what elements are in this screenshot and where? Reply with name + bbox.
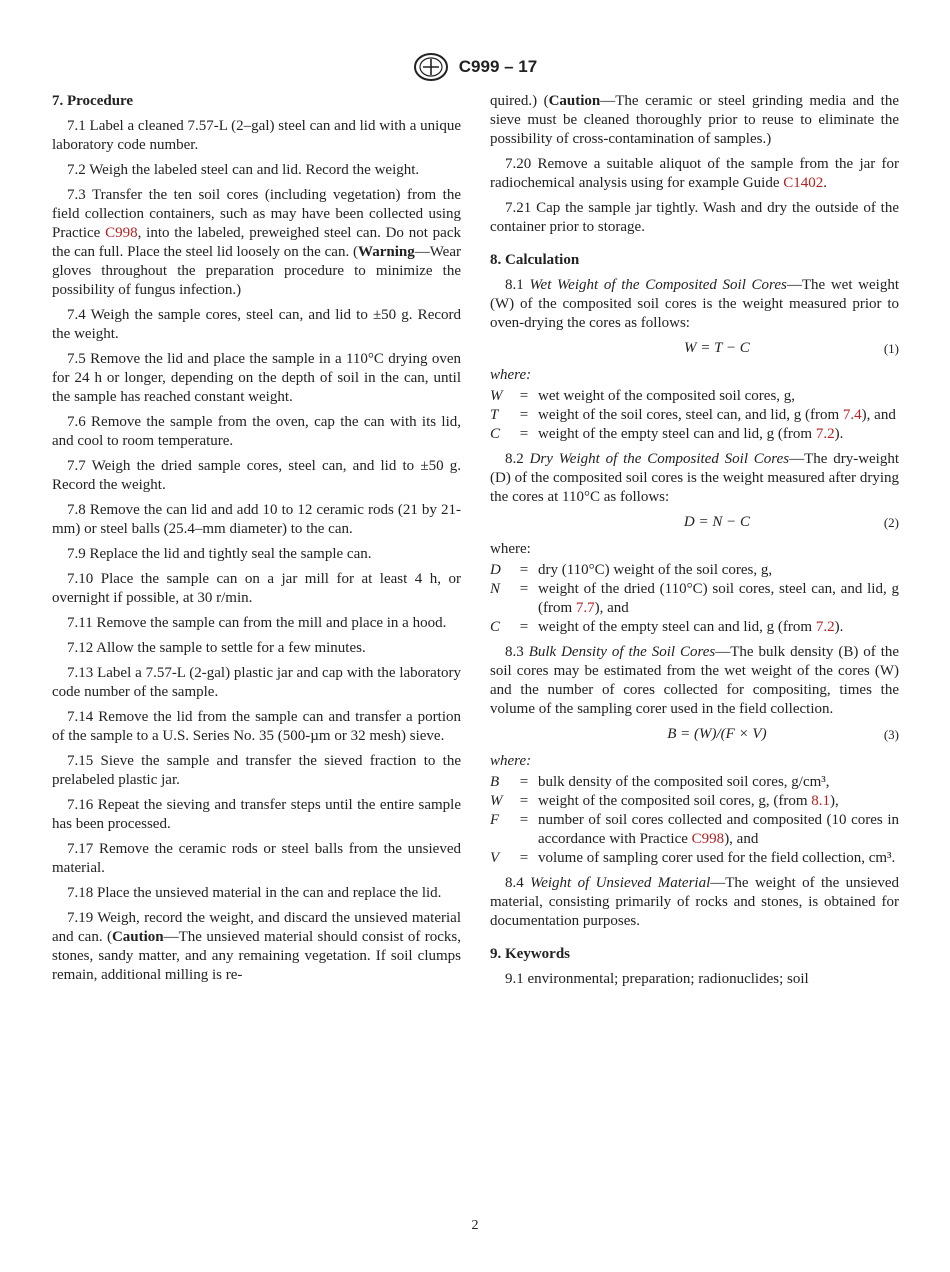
para-7-4: 7.4 Weigh the sample cores, steel can, and lid to ±50 g. Record the weight. (52, 307, 461, 342)
section-7-heading: 7. Procedure (52, 93, 134, 109)
para-7-20: 7.20 Remove a suitable aliquot of the sample from the jar for radiochemical analysis using for example Guide C1402. (490, 156, 899, 191)
para-7-15: 7.15 Sieve the sample and transfer the sieved fraction to the prelabeled plastic jar. (52, 753, 461, 788)
definition-row: B = bulk density of the composited soil cores, g/cm³, (490, 774, 830, 790)
para-7-6: 7.6 Remove the sample from the oven, cap the can with its lid, and cool to room temperature. (52, 414, 461, 449)
definition-row: F = number of soil cores collected and composited (10 cores in accordance with Practice C998), and (490, 812, 899, 847)
ref-7-2-link[interactable]: 7.2 (815, 426, 835, 442)
definition-row: W = weight of the composited soil cores, g, (from 8.1), (490, 793, 839, 809)
where-label: where: (490, 541, 531, 557)
warning-label: Warning (358, 244, 415, 260)
definition-row: T = weight of the soil cores, steel can, and lid, g (from 7.4), and (490, 407, 896, 423)
para-7-19: 7.19 Weigh, record the weight, and discard the unsieved material and can. (Caution—The unsieved material should consist of rocks, stones, sandy matter, and any remaining vegetation. If soil clumps remain, additional milling is re- (52, 910, 462, 983)
section-9-heading: 9. Keywords (490, 946, 570, 962)
para-7-14: 7.14 Remove the lid from the sample can and transfer a portion of the sample to a U.S. Series No. 35 (500-µm or 32 mesh) sieve. (52, 709, 461, 744)
definition-row: N = weight of the dried (110°C) soil cores, steel can, and lid, g (from 7.7), and (490, 581, 899, 616)
para-8-1: 8.1 Wet Weight of the Composited Soil Cores—The wet weight (W) of the composited soil cores is the weight measured prior to oven-drying the cores as follows: (490, 277, 900, 331)
para-7-16: 7.16 Repeat the sieving and transfer steps until the entire sample has been processed. (52, 797, 461, 832)
para-7-12: 7.12 Allow the sample to settle for a few minutes. (67, 640, 366, 656)
definition-row: C = weight of the empty steel can and lid, g (from 7.2). (490, 619, 844, 635)
page-number: 2 (471, 1218, 479, 1233)
where-label: where: (490, 367, 532, 383)
equation-2: D = N − C (2) (683, 514, 899, 530)
ref-7-7-link[interactable]: 7.7 (575, 600, 595, 616)
para-7-11: 7.11 Remove the sample can from the mill and place in a hood. (67, 615, 447, 631)
para-7-18: 7.18 Place the unsieved material in the can and replace the lid. (67, 885, 442, 901)
page-header (0, 52, 950, 82)
right-column (490, 92, 899, 995)
standard-designation: C999 – 17 (458, 57, 538, 76)
para-7-17: 7.17 Remove the ceramic rods or steel balls from the unsieved material. (52, 841, 461, 876)
para-7-9: 7.9 Replace the lid and tightly seal the sample can. (67, 546, 372, 562)
para-8-4: 8.4 Weight of Unsieved Material—The weight of the unsieved material, consisting primarily of rocks and stones, is obtained for documentation purposes. (490, 875, 899, 929)
caution-label: Caution (111, 929, 164, 945)
caution-label: Caution (548, 93, 601, 109)
para-7-13: 7.13 Label a 7.57-L (2-gal) plastic jar and cap with the laboratory code number of the sample. (52, 665, 461, 700)
ref-c1402-link[interactable]: C1402 (783, 175, 824, 191)
para-7-5: 7.5 Remove the lid and place the sample in a 110°C drying oven for 24 h or longer, depending on the depth of soil in the can, until the sample has reached constant weight. (52, 351, 461, 405)
ref-7-2-link[interactable]: 7.2 (815, 619, 835, 635)
ref-c998-link[interactable]: C998 (691, 831, 725, 847)
equation-1: W = T − C (1) (684, 340, 899, 356)
definition-row: W = wet weight of the composited soil cores, g, (490, 388, 796, 404)
ref-7-4-link[interactable]: 7.4 (842, 407, 862, 423)
ref-c998-link[interactable]: C998 (105, 225, 138, 241)
para-7-1: 7.1 Label a cleaned 7.57-L (2–gal) steel can and lid with a unique laboratory code number. (52, 118, 461, 153)
definition-row: C = weight of the empty steel can and lid, g (from 7.2). (490, 426, 844, 442)
astm-logo-icon (413, 52, 449, 82)
section-8-heading: 8. Calculation (490, 252, 580, 268)
definition-row: V = volume of sampling corer used for the field collection, cm³. (490, 850, 896, 866)
left-column (52, 92, 461, 991)
equation-3: B = (W)/(F × V) (3) (667, 726, 899, 742)
para-9-1: 9.1 environmental; preparation; radionuclides; soil (505, 971, 809, 987)
ref-8-1-link[interactable]: 8.1 (811, 793, 831, 809)
para-8-3: 8.3 Bulk Density of the Soil Cores—The bulk density (B) of the soil cores may be estimated from the wet weight of the cores (W) and the number of cores collected for compositing, times the volume of the sampling corer used in the field collection. (490, 644, 900, 717)
para-8-2: 8.2 Dry Weight of the Composited Soil Cores—The dry-weight (D) of the composited soil cores is the weight measured after drying the cores at 110°C as follows: (490, 451, 900, 505)
definition-row: D = dry (110°C) weight of the soil cores, g, (490, 562, 773, 578)
para-7-8: 7.8 Remove the can lid and add 10 to 12 ceramic rods (21 by 21-mm) or steel balls (25.4–mm diameter) to the can. (52, 502, 461, 537)
para-7-3: 7.3 Transfer the ten soil cores (including vegetation) from the field collection containers, such as may have been collected using Practice C998, into the labeled, preweighed steel can. Do not pack the can full. Place the steel lid loosely on the can. (Warning—Wear gloves throughout the preparation procedure to minimize the possibility of fungus infection.) (52, 187, 461, 298)
para-7-7: 7.7 Weigh the dried sample cores, steel can, and lid to ±50 g. Record the weight. (52, 458, 461, 493)
para-7-19-continued: quired.) (Caution—The ceramic or steel grinding media and the sieve must be cleaned thoroughly prior to reuse to eliminate the possibility of cross-contamination of samples.) (490, 93, 899, 147)
para-7-21: 7.21 Cap the sample jar tightly. Wash and dry the outside of the container prior to storage. (490, 200, 899, 235)
para-7-2: 7.2 Weigh the labeled steel can and lid. Record the weight. (67, 162, 420, 178)
where-label: where: (490, 753, 532, 769)
para-7-10: 7.10 Place the sample can on a jar mill for at least 4 h, or overnight if possible, at 30 r/min. (52, 571, 461, 606)
